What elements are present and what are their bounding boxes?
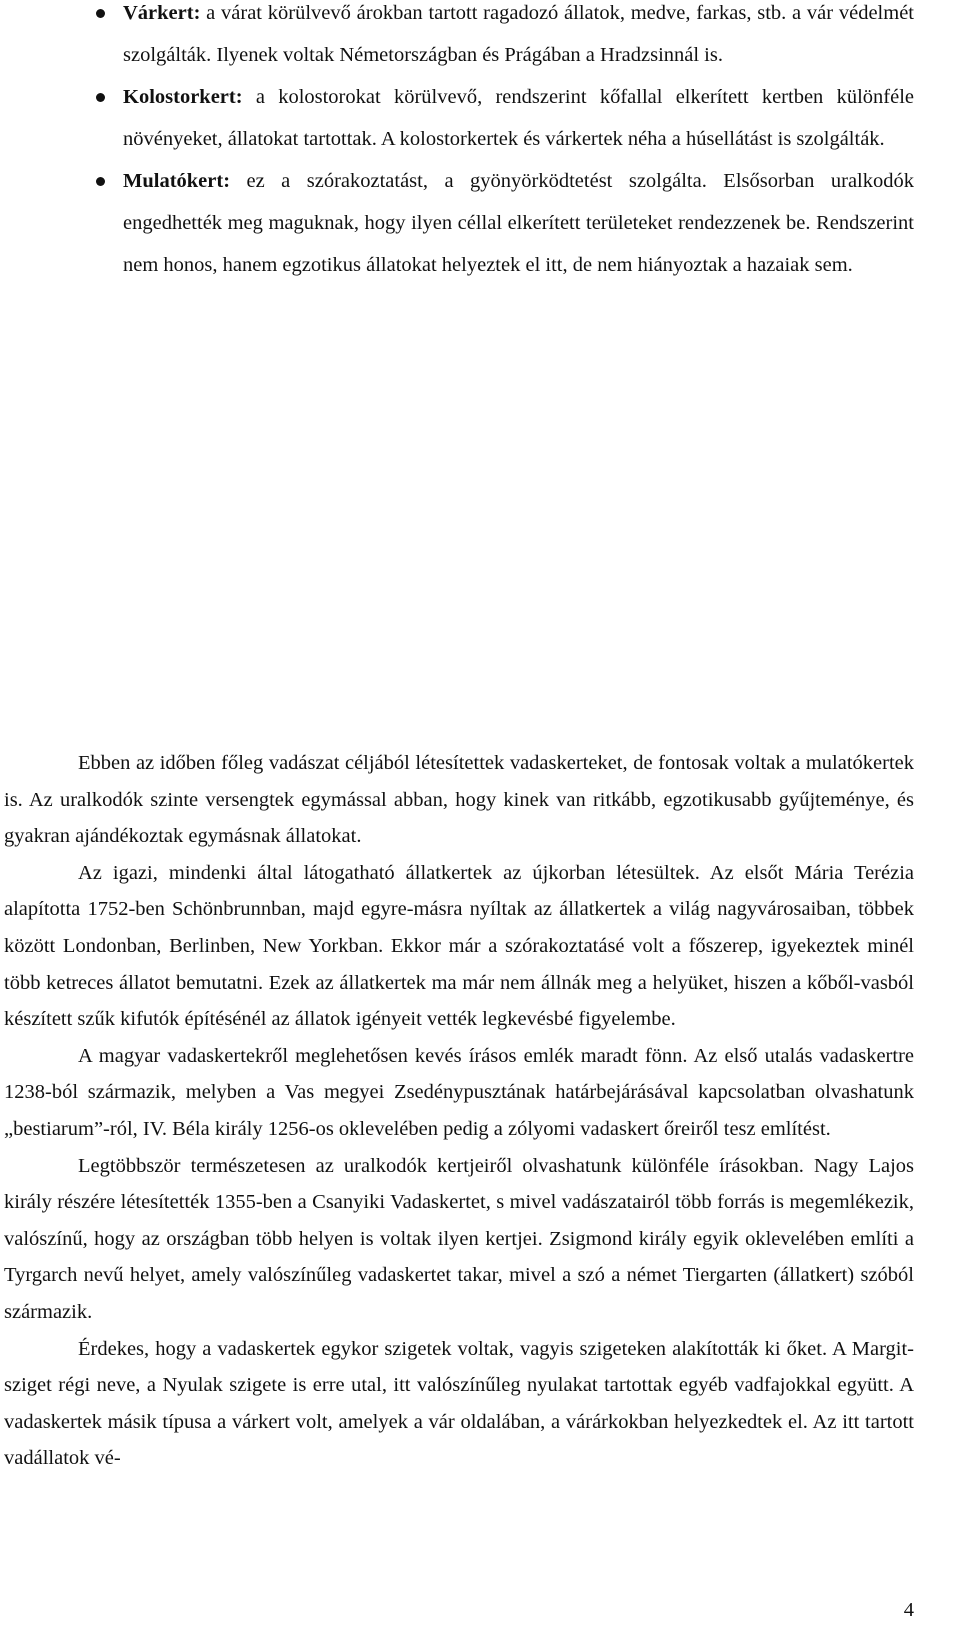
- bullet-icon: [90, 0, 110, 34]
- page-number: 4: [903, 1599, 914, 1621]
- paragraph: Ebben az időben főleg vadászat céljából létesítettek vadaskerteket, de fontosak voltak a mulatókertek is. Az uralkodók szinte versengtek egymással abban, hogy kinek van ritkább, egzotikusabb gyűjteménye, és gyakran ajándékoztak egymásnak állatokat.: [4, 752, 914, 848]
- paragraph: Legtöbbször természetesen az uralkodók kertjeiről olvashatunk különféle írásokban. Nagy Lajos király részére létesítették 1355-ben a Csanyiki Vadaskertet, s mivel vadászatairól több forrás is megemlékezik, valószínű, hogy az országban több helyen is voltak ilyen kertjei. Zsigmond király egyik oklevelében említi a Tyrgarch nevű helyet, amely valószínűleg vadaskertet takar, mivel a szó a német Tiergarten (állatkert) szóból származik.: [4, 1154, 914, 1323]
- bullet-term: Kolostorkert:: [123, 86, 243, 108]
- bullet-icon: [90, 160, 110, 202]
- bullet-item-kolostorkert: [0, 76, 960, 160]
- bullet-text: ez a szórakoztatást, a gyönyörködtetést szolgálta. Elsősorban uralkodók engedhették meg maguknak, hogy ilyen céllal elkerített területeket rendezzenek be. Rendszerint nem honos, hanem egzotikus állatokat helyeztek el itt, de nem hiányoztak a hazaiak sem.: [123, 170, 914, 276]
- bullet-term: Várkert:: [123, 2, 201, 24]
- bullet-list: [0, 0, 960, 286]
- paragraph: Érdekes, hogy a vadaskertek egykor szigetek voltak, vagyis szigeteken alakították ki őket. A Margit-sziget régi neve, a Nyulak szigete is erre utal, itt valószínűleg nyulakat tartottak egyéb vadfajokkal együtt. A vadaskertek másik típusa a várkert volt, amelyek a vár oldalában, a várárkokban helyezkedtek el. Az itt tartott vadállatok vé-: [4, 1337, 914, 1470]
- bullet-item-varkert: [0, 0, 960, 76]
- bullet-item-mulatokert: [0, 160, 960, 286]
- paragraph: Az igazi, mindenki által látogatható állatkertek az újkorban létesültek. Az elsőt Mária Terézia alapította 1752-ben Schönbrunnban, majd egyre-másra nyíltak az állatkertek a világ nagyvárosaiban, többek között Londonban, Berlinben, New Yorkban. Ekkor már a szórakoztatásé volt a főszerep, igyekeztek minél több ketreces állatot bemutatni. Ezek az állatkertek ma már nem állnák meg a helyüket, hiszen a kőből-vasból készített szűk kifutók építésénél az állatok igényeit vették legkevésbé figyelembe.: [4, 861, 914, 1031]
- bullet-term: Mulatókert:: [123, 170, 231, 192]
- body-text: [0, 745, 960, 1477]
- paragraph: A magyar vadaskertekről meglehetősen kevés írásos emlék maradt fönn. Az első utalás vadaskertre 1238-ból származik, melyben a Vas megyei Zsedénypusztának határbejárásával kapcsolatban olvashatunk „bestiarum”-ról, IV. Béla király 1256-os oklevelében pedig a zólyomi vadaskert őreiről tesz említést.: [4, 1044, 914, 1140]
- bullet-text: a várat körülvevő árokban tartott ragadozó állatok, medve, farkas, stb. a vár védelmét szolgálták. Ilyenek voltak Németországban és Prágában a Hradzsinnál is.: [123, 2, 914, 66]
- bullet-icon: [90, 76, 110, 118]
- bullet-text: a kolostorokat körülvevő, rendszerint kőfallal elkerített kertben különféle növényeket, állatokat tartottak. A kolostorkertek és várkertek néha a húsellátást is szolgálták.: [123, 86, 914, 150]
